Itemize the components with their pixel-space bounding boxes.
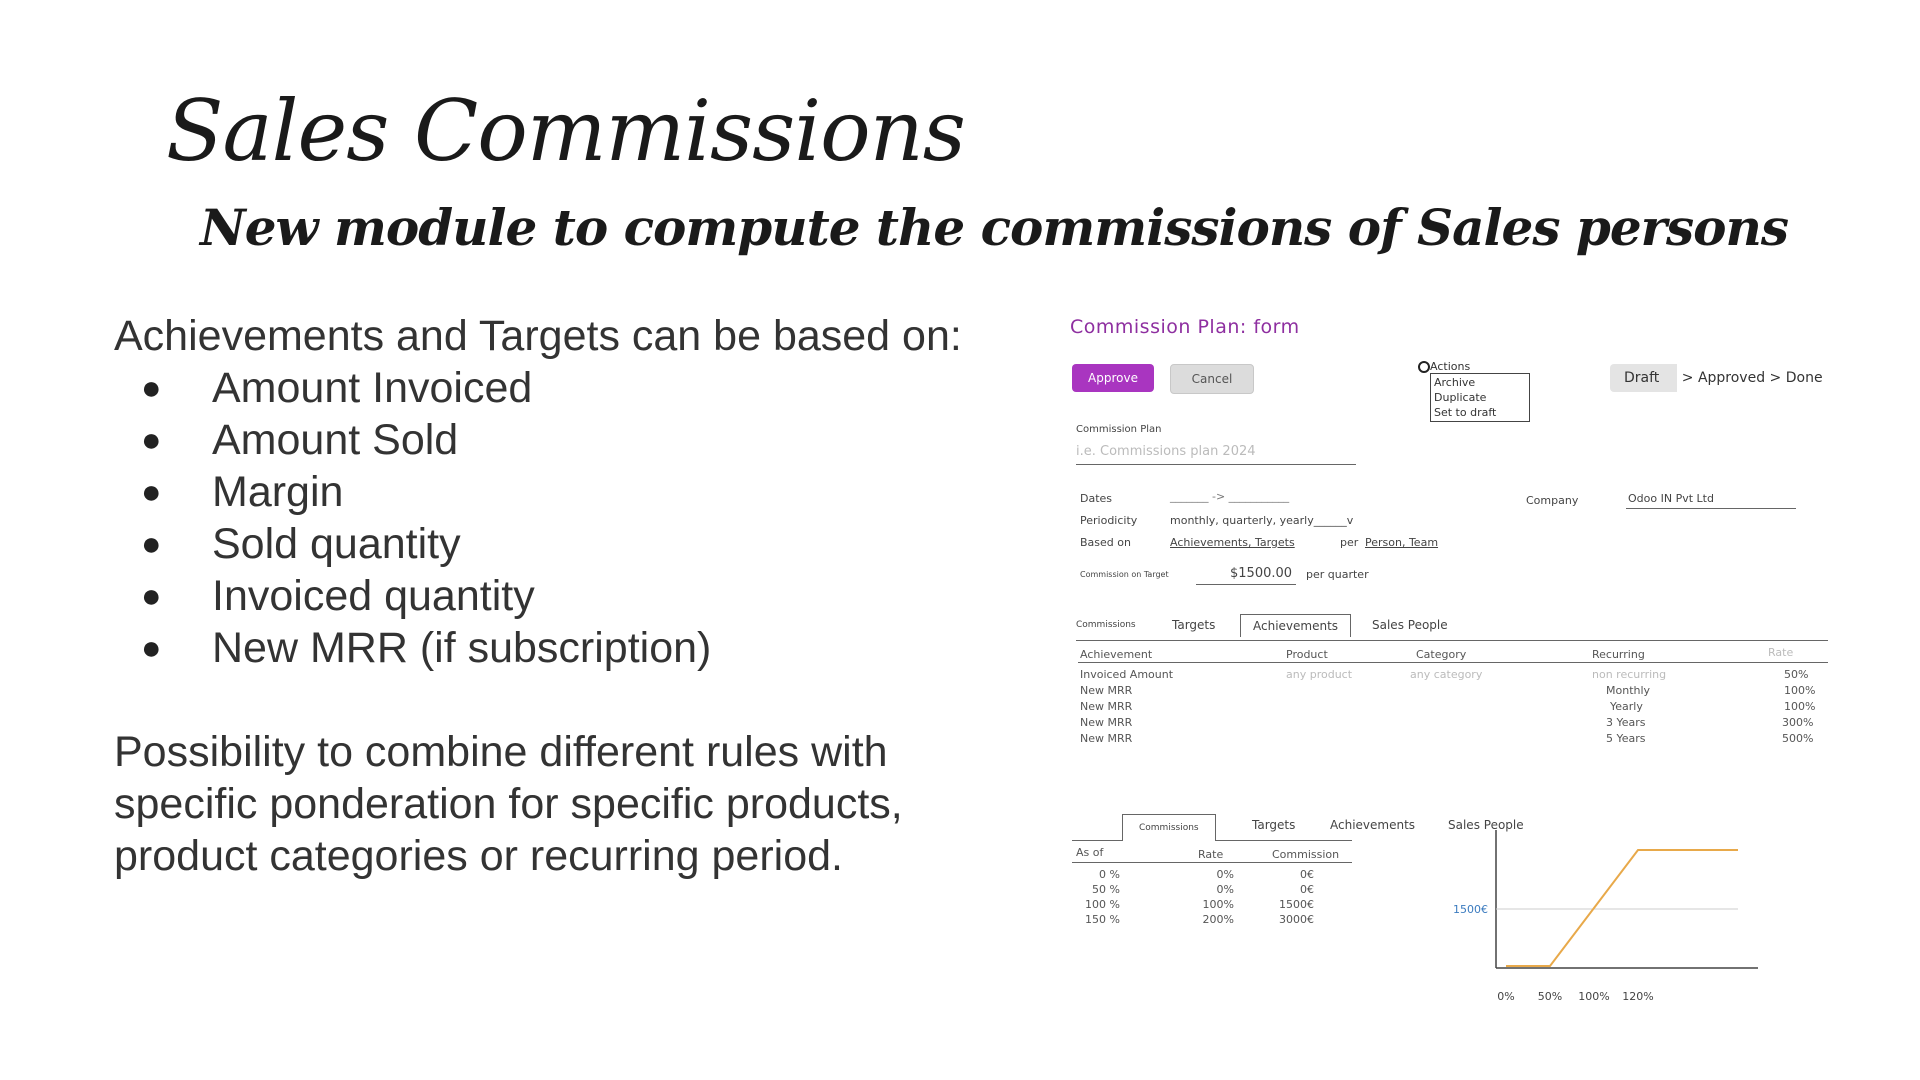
cell-rate: 500% [1782, 732, 1814, 745]
col-header-recurring: Recurring [1592, 648, 1645, 661]
bullet-icon: ● [141, 473, 162, 511]
status-separator: > [1769, 370, 1782, 386]
x-tick-label: 50% [1537, 990, 1563, 1003]
tab-commissions[interactable]: Commissions [1076, 620, 1136, 630]
slide-title: Sales Commissions [166, 82, 965, 180]
status-approved[interactable]: Approved [1697, 370, 1766, 386]
cell-recurring: 5 Years [1606, 732, 1646, 745]
status-separator: > [1681, 370, 1694, 386]
plan-name-input[interactable]: i.e. Commissions plan 2024 [1076, 444, 1256, 459]
menu-item-duplicate[interactable]: Duplicate [1434, 391, 1487, 404]
bullet-text: New MRR (if subscription) [212, 624, 712, 672]
cell-rate: 0% [1216, 868, 1234, 881]
per-label: per [1340, 536, 1359, 549]
cell-recurring: Monthly [1606, 684, 1651, 697]
actions-label: Actions [1430, 360, 1471, 373]
cell-recurring: 3 Years [1606, 716, 1646, 729]
tab-sales-people[interactable]: Sales People [1372, 618, 1448, 632]
per-field[interactable]: Person, Team [1365, 536, 1439, 549]
bullet-icon: ● [141, 421, 162, 459]
cell-achievement: Invoiced Amount [1080, 668, 1174, 681]
periodicity-label: Periodicity [1080, 514, 1138, 527]
col-header-product: Product [1286, 648, 1328, 661]
status-done[interactable]: Done [1785, 370, 1823, 386]
cell-commission: 0€ [1300, 868, 1314, 881]
bullet-list [114, 362, 711, 674]
bullet-icon: ● [141, 369, 162, 407]
bullet-item [114, 518, 711, 570]
company-field[interactable]: Odoo IN Pvt Ltd [1628, 492, 1714, 505]
cell-category: any category [1410, 668, 1483, 681]
cell-achievement: New MRR [1080, 716, 1133, 729]
tab2-achievements[interactable]: Achievements [1330, 818, 1416, 832]
bullet-text: Invoiced quantity [212, 572, 535, 620]
target-field[interactable]: $1500.00 [1230, 566, 1293, 581]
plan-label: Commission Plan [1076, 424, 1162, 435]
cell-rate: 50% [1784, 668, 1809, 681]
bullet-item [114, 414, 711, 466]
commission-plan-mockup [1060, 300, 1850, 1020]
bullet-text: Amount Invoiced [212, 364, 533, 412]
cell-commission: 3000€ [1279, 913, 1314, 926]
tab2-commissions[interactable]: Commissions [1122, 814, 1216, 841]
bullet-icon: ● [141, 525, 162, 563]
cancel-button[interactable]: Cancel [1170, 364, 1254, 394]
col-header-rate: Rate [1768, 646, 1794, 659]
bullet-icon: ● [141, 629, 162, 667]
cell-rate: 300% [1782, 716, 1814, 729]
tab2-targets[interactable]: Targets [1252, 818, 1296, 832]
series-line [1506, 850, 1738, 966]
col-header-rate2: Rate [1198, 848, 1224, 861]
bullet-item [114, 622, 711, 674]
cell-commission: 0€ [1300, 883, 1314, 896]
bullet-text: Margin [212, 468, 344, 516]
cell-achievement: New MRR [1080, 684, 1133, 697]
cell-as-of: 50 % [1092, 883, 1120, 896]
cell-rate: 100% [1202, 898, 1234, 911]
tab-achievements[interactable]: Achievements [1240, 614, 1351, 637]
cell-as-of: 0 % [1099, 868, 1120, 881]
status-draft[interactable]: Draft [1610, 364, 1677, 392]
target-label: Commission on Target [1080, 570, 1169, 579]
cell-rate: 200% [1202, 913, 1234, 926]
dates-field[interactable]: _______ -> ___________ [1170, 490, 1290, 503]
cell-product: any product [1286, 668, 1353, 681]
company-label: Company [1526, 494, 1579, 507]
tab-targets[interactable]: Targets [1172, 618, 1216, 632]
col-header-commission: Commission [1272, 848, 1340, 861]
dates-label: Dates [1080, 492, 1113, 505]
cell-as-of: 100 % [1085, 898, 1120, 911]
bullet-text: Sold quantity [212, 520, 461, 568]
intro-text: Achievements and Targets can be based on: [114, 312, 962, 360]
menu-item-set-to-draft[interactable]: Set to draft [1434, 406, 1497, 419]
cell-rate: 0% [1216, 883, 1234, 896]
approve-button[interactable]: Approve [1072, 364, 1154, 392]
x-tick-label: 120% [1622, 990, 1654, 1003]
x-tick-label: 100% [1578, 990, 1610, 1003]
cell-commission: 1500€ [1279, 898, 1314, 911]
bullet-icon: ● [141, 577, 162, 615]
based-on-label: Based on [1080, 536, 1131, 549]
menu-item-archive[interactable]: Archive [1434, 376, 1476, 389]
description-paragraph: Possibility to combine different rules with specific ponderation for specific products, product categories or recurring period. [114, 728, 903, 880]
bullet-item [114, 570, 711, 622]
cell-as-of: 150 % [1085, 913, 1120, 926]
target-period: per quarter [1306, 568, 1369, 581]
reference-label: 1500€ [1453, 903, 1488, 916]
col-header-achievement: Achievement [1080, 648, 1153, 661]
periodicity-field[interactable]: monthly, quarterly, yearly______v [1170, 514, 1354, 527]
col-header-category: Category [1416, 648, 1467, 661]
bullet-item [114, 362, 711, 414]
cell-recurring: Yearly [1610, 700, 1643, 713]
tab2-sales-people[interactable]: Sales People [1448, 818, 1524, 832]
commission-chart [1060, 300, 1850, 1020]
slide-subtitle: New module to compute the commissions of Sales persons [200, 198, 1788, 257]
x-tick-label: 0% [1497, 990, 1515, 1003]
bullet-text: Amount Sold [212, 416, 459, 464]
cell-rate: 100% [1784, 684, 1816, 697]
bullet-item [114, 466, 711, 518]
cell-achievement: New MRR [1080, 732, 1133, 745]
col-header-as-of: As of [1076, 846, 1104, 859]
cell-rate: 100% [1784, 700, 1816, 713]
based-on-field[interactable]: Achievements, Targets [1170, 536, 1295, 549]
cell-achievement: New MRR [1080, 700, 1133, 713]
cell-recurring: non recurring [1592, 668, 1667, 681]
form-title: Commission Plan: form [1070, 316, 1300, 338]
